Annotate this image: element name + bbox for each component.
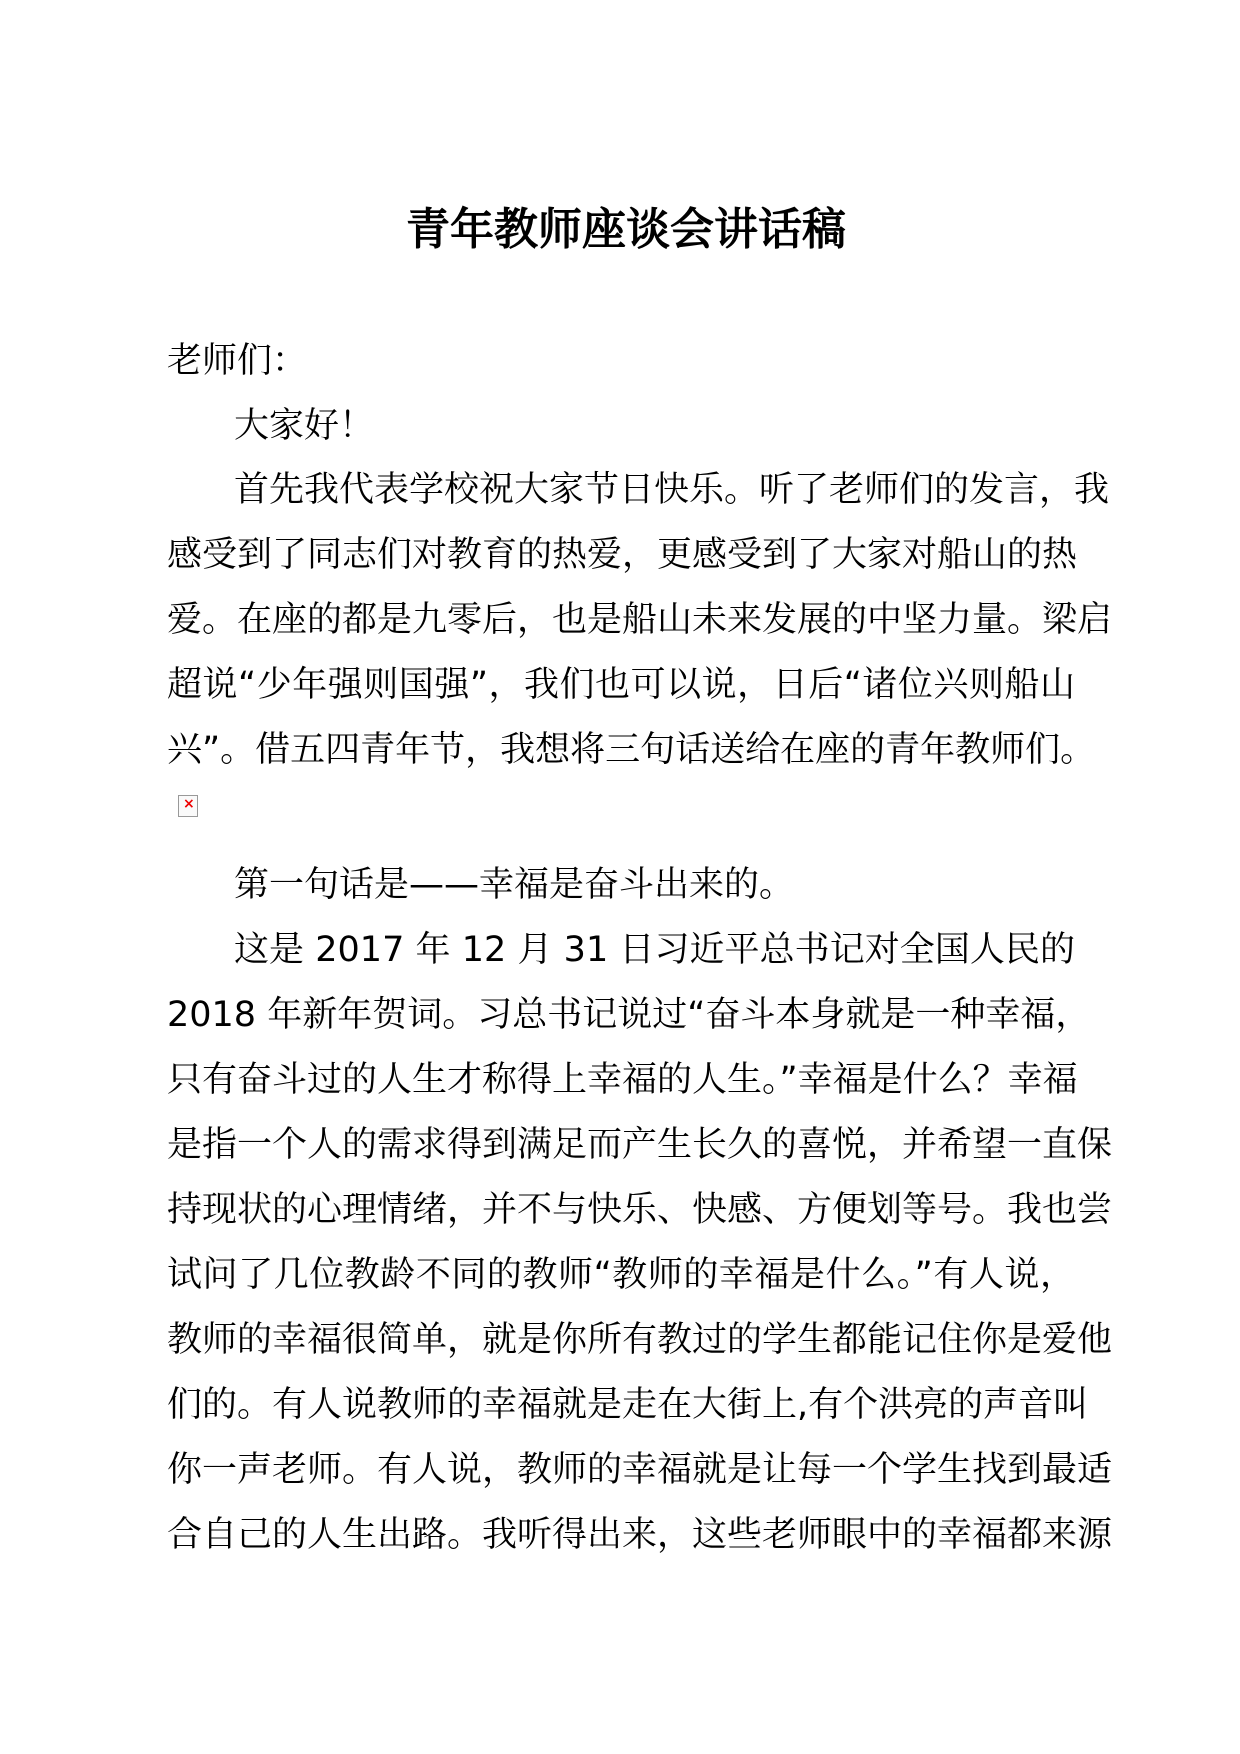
paragraph-line: 首先我代表学校祝大家节日快乐。听了老师们的发言，我	[234, 470, 1110, 510]
greeting: 大家好！	[234, 406, 375, 446]
paragraph-line: 是指一个人的需求得到满足而产生长久的喜悦，并希望一直保	[167, 1125, 1113, 1165]
paragraph-line: 持现状的心理情绪，并不与快乐、快感、方便划等号。我也尝	[167, 1190, 1113, 1230]
section-heading: 第一句话是——幸福是奋斗出来的。	[234, 865, 795, 905]
paragraph-line: 试问了几位教龄不同的教师“教师的幸福是什么。”有人说，	[167, 1255, 1075, 1295]
paragraph-line: 感受到了同志们对教育的热爱，更感受到了大家对船山的热	[167, 535, 1078, 575]
paragraph-line: 超说“少年强则国强”，我们也可以说，日后“诸位兴则船山	[167, 665, 1075, 705]
paragraph-line: 合自己的人生出路。我听得出来，这些老师眼中的幸福都来源	[167, 1515, 1113, 1555]
paragraph-line: 教师的幸福很简单，就是你所有教过的学生都能记住你是爱他	[167, 1320, 1113, 1360]
paragraph-line: 爱。在座的都是九零后，也是船山未来发展的中坚力量。梁启	[167, 600, 1113, 640]
paragraph-line: 你一声老师。有人说，教师的幸福就是让每一个学生找到最适	[167, 1450, 1113, 1490]
document-title: 青年教师座谈会讲话稿	[406, 204, 846, 255]
paragraph-line: 这是 2017 年 12 月 31 日习近平总书记对全国人民的	[234, 930, 1075, 970]
paragraph-line: 只有奋斗过的人生才称得上幸福的人生。”幸福是什么？幸福	[167, 1060, 1078, 1100]
paragraph-line: 兴”。借五四青年节，我想将三句话送给在座的青年教师们。	[167, 730, 1096, 770]
paragraph-line: 2018 年新年贺词。习总书记说过“奋斗本身就是一种幸福，	[167, 995, 1091, 1035]
broken-image-icon	[178, 795, 198, 817]
paragraph-line: 们的。有人说教师的幸福就是走在大街上,有个洪亮的声音叫	[167, 1385, 1089, 1425]
salutation: 老师们：	[167, 341, 308, 381]
